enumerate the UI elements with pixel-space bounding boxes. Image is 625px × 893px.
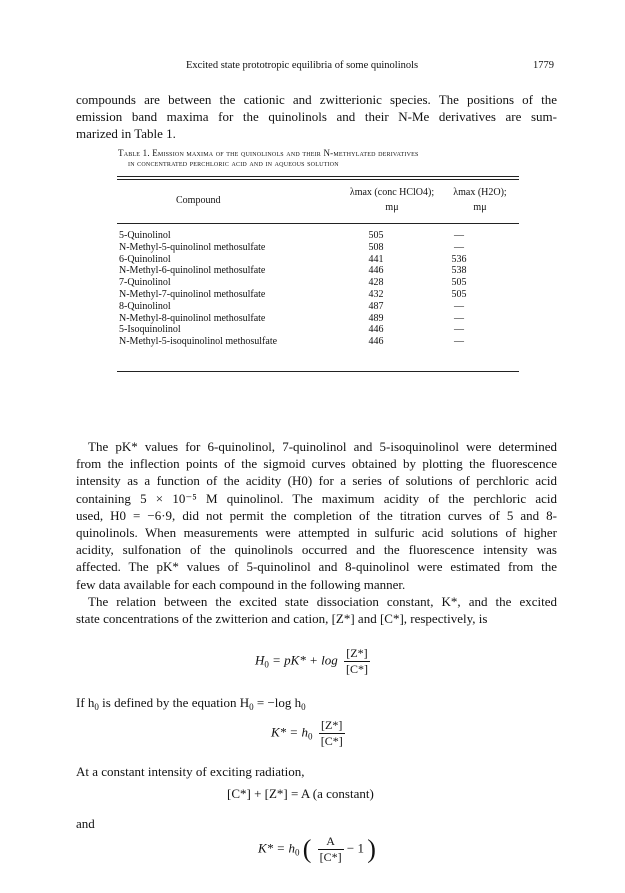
- cell-water: —: [454, 230, 464, 241]
- text-line: compounds are between the cationic and zwitterionic species. The positions of the: [76, 92, 557, 107]
- equation-3: [C*] + [Z*] = A (a constant): [227, 786, 374, 801]
- fraction: [319, 718, 345, 749]
- text: is defined by the equation H: [98, 695, 250, 710]
- cell-water: —: [454, 324, 464, 336]
- cell-compound: 5-Quinolinol: [119, 230, 171, 241]
- table-row: [117, 336, 519, 348]
- cell-acid: 508: [368, 241, 384, 253]
- table-body: [117, 230, 519, 348]
- cell-acid: 489: [368, 312, 384, 324]
- table-row: [117, 277, 519, 289]
- fraction-numerator: [Z*]: [344, 646, 370, 662]
- column-header-acid-label: λmax (conc HClO4);: [349, 187, 435, 198]
- cell-acid: 446: [368, 265, 384, 277]
- column-header-water-label: λmax (H2O);: [453, 187, 507, 198]
- fraction-numerator: [Z*]: [319, 718, 345, 734]
- page-number: 1779: [533, 60, 554, 71]
- cell-acid: 505: [368, 230, 384, 241]
- text-line: The relation between the excited state dissociation constant, K*, and the excited: [88, 594, 557, 609]
- definition-line: [76, 695, 306, 712]
- cell-acid: 446: [368, 324, 384, 336]
- fraction-denominator: [C*]: [320, 734, 343, 748]
- fraction-denominator: [C*]: [345, 662, 368, 676]
- table-row: [117, 313, 519, 325]
- equation-4: [258, 834, 376, 865]
- table-row: [117, 301, 519, 313]
- eq-text: = pK* + log: [268, 652, 338, 668]
- table-caption: [118, 148, 518, 168]
- cell-acid: 441: [368, 253, 384, 265]
- text: = −log h: [253, 695, 302, 710]
- text-line: used, H0 = −6·9, did not permit the completion of the titration curves of 5 and 8-: [76, 507, 557, 523]
- text-line: few data available for each compound in the following manner.: [76, 576, 406, 592]
- eq-text: K* = h: [258, 840, 295, 856]
- cell-compound: N-Methyl-8-quinolinol methosulfate: [119, 312, 266, 324]
- left-parenthesis: (: [302, 834, 312, 864]
- cell-acid: 432: [368, 288, 384, 300]
- cell-acid: 446: [368, 336, 384, 348]
- cell-compound: N-Methyl-7-quinolinol methosulfate: [119, 288, 266, 300]
- cell-water: 505: [451, 277, 467, 289]
- cell-compound: 6-Quinolinol: [119, 253, 171, 265]
- eq-subscript: 0: [294, 847, 300, 858]
- relation-paragraph: [76, 593, 557, 627]
- cell-water: 505: [451, 288, 467, 300]
- table-row: [117, 289, 519, 301]
- cell-water: —: [454, 300, 464, 312]
- eq-text: − 1: [346, 840, 364, 856]
- cell-acid: 428: [368, 277, 384, 289]
- column-header-water: [440, 187, 520, 213]
- pk-paragraph: [76, 438, 557, 593]
- table-row: [117, 265, 519, 277]
- column-header-acid: [347, 187, 437, 213]
- table-header-rule: [117, 223, 519, 224]
- cell-compound: N-Methyl-6-quinolinol methosulfate: [119, 265, 266, 277]
- table-row: [117, 230, 519, 242]
- text-line: acidity, sulfonation of the quinolinols occurred and the fluorescence intensity was: [76, 542, 557, 558]
- right-parenthesis: ): [367, 834, 376, 864]
- intro-paragraph: [76, 91, 557, 143]
- cell-compound: 8-Quinolinol: [119, 300, 171, 312]
- column-header-compound: Compound: [176, 195, 221, 206]
- eq-subscript: 0: [264, 659, 269, 670]
- cell-water: 536: [451, 253, 467, 265]
- fraction: [344, 646, 370, 677]
- subscript: 0: [301, 702, 306, 712]
- eq-symbol: H: [255, 652, 265, 668]
- table-bottom-rule: [117, 371, 519, 372]
- table-row: [117, 254, 519, 266]
- running-head-title: Excited state prototropic equilibria of some quinolinols: [186, 60, 419, 71]
- text-line: containing 5 × 10⁻⁵ M quinolinol. The maximum acidity of the perchloric acid: [76, 490, 557, 506]
- table-caption-line: Table 1. Emission maxima of the quinolinols and their N-methylated derivatives: [118, 148, 419, 158]
- subscript: 0: [94, 702, 99, 712]
- text-line: quinolinols. When measurements were attempted in sulfuric acid solutions of higher: [76, 525, 557, 541]
- text-line: affected. The pK* values of 5-quinolinol and 8-quinolinol were estimated from the: [76, 559, 557, 575]
- text: If h: [76, 695, 95, 710]
- fraction-numerator: A: [318, 834, 344, 850]
- column-header-water-unit: mμ: [473, 202, 487, 213]
- column-header-acid-unit: mμ: [385, 202, 399, 213]
- cell-water: 538: [451, 265, 467, 277]
- cell-water: —: [454, 336, 464, 348]
- text-line: intensity as a function of the acidity (H0) for a series of solutions of perchloric acid: [76, 473, 557, 489]
- cell-water: —: [454, 312, 464, 324]
- cell-compound: 5-Isoquinolinol: [119, 324, 181, 336]
- fraction: [318, 834, 344, 865]
- table-row: [117, 242, 519, 254]
- text-line: The pK* values for 6-quinolinol, 7-quinolinol and 5-isoquinolinol were determined: [88, 439, 557, 454]
- cell-compound: N-Methyl-5-quinolinol methosulfate: [119, 241, 266, 253]
- text-line: At a constant intensity of exciting radiation,: [76, 764, 305, 779]
- cell-water: —: [454, 241, 464, 253]
- table-top-rule: [117, 176, 519, 177]
- fraction-denominator: [C*]: [319, 850, 342, 864]
- text-line: emission band maxima for the quinolinols and their N-Me derivatives are sum-: [76, 109, 557, 125]
- eq-text: K* = h: [271, 724, 308, 740]
- cell-compound: N-Methyl-5-isoquinolinol methosulfate: [119, 336, 278, 348]
- text-line: and: [76, 816, 95, 831]
- text-line: from the inflection points of the sigmoid curves obtained by plotting the fluorescence: [76, 456, 557, 472]
- table-top-rule-double: [117, 179, 519, 180]
- cell-compound: 7-Quinolinol: [119, 277, 171, 289]
- cell-acid: 487: [368, 300, 384, 312]
- equation-1: [255, 646, 370, 677]
- equation-2: [271, 718, 345, 749]
- text-line: marized in Table 1.: [76, 126, 176, 142]
- table-caption-line: in concentrated perchloric acid and in aqueous solution: [128, 158, 339, 168]
- table-row: [117, 324, 519, 336]
- subscript: 0: [249, 702, 254, 712]
- text-line: state concentrations of the zwitterion and cation, [Z*] and [C*], respectively, is: [76, 611, 488, 627]
- eq-subscript: 0: [307, 731, 313, 742]
